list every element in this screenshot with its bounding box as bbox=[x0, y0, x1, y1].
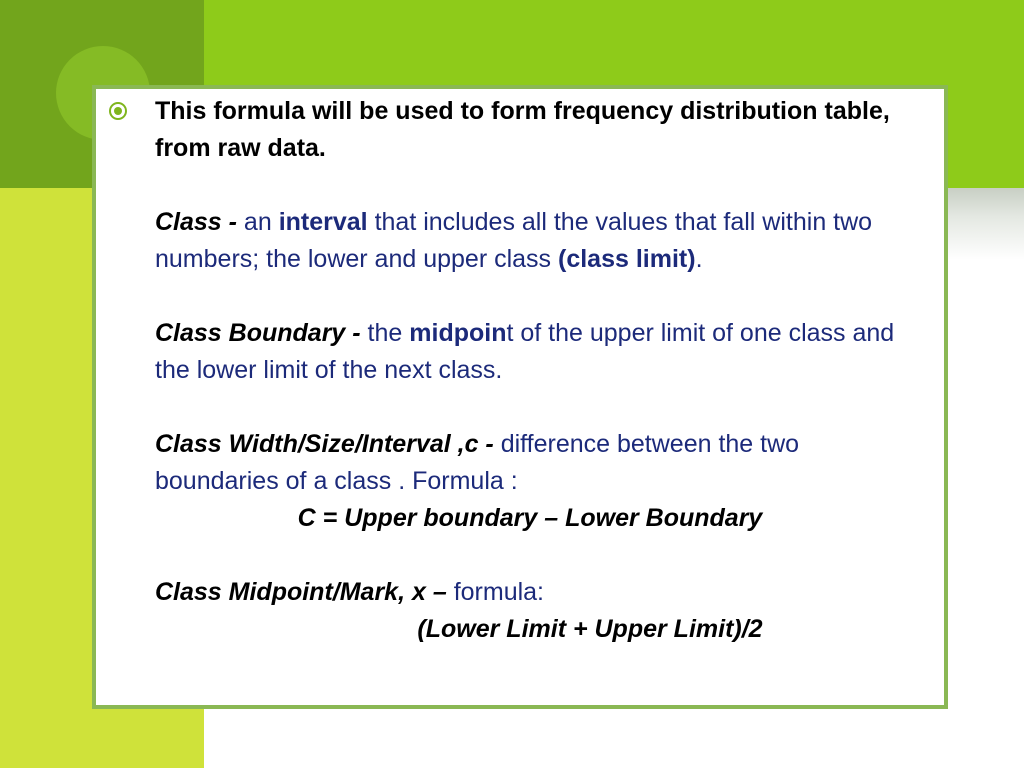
class-midpoint-formula: (Lower Limit + Upper Limit)/2 bbox=[417, 615, 763, 643]
content-box bbox=[92, 85, 948, 709]
class-width-term: Class Width/Size/Interval ,c - bbox=[155, 430, 494, 458]
class-midpoint-definition: Class Midpoint/Mark, x – formula: bbox=[155, 578, 545, 606]
class-boundary-term: Class Boundary - bbox=[155, 319, 361, 347]
class-width-definition: Class Width/Size/Interval ,c - difference between the two boundaries of a class . Formula : bbox=[155, 430, 800, 495]
class-limit-keyword: class limit bbox=[566, 245, 688, 273]
background-gradient-band bbox=[948, 188, 1024, 260]
class-boundary-definition: Class Boundary - the midpoint of the upper limit of one class and the lower limit of the next class. bbox=[155, 319, 895, 384]
class-definition: Class - an interval that includes all the values that fall within two numbers; the lower and upper class (class limit). bbox=[155, 208, 873, 273]
text-block bbox=[155, 93, 915, 648]
midpoint-keyword: midpoin bbox=[409, 319, 507, 347]
circle-bullet-icon bbox=[109, 102, 127, 120]
class-width-formula: C = Upper boundary – Lower Boundary bbox=[297, 504, 763, 532]
class-keyword: interval bbox=[278, 208, 368, 236]
class-midpoint-term: Class Midpoint/Mark, x – bbox=[155, 578, 447, 606]
intro-text: This formula will be used to form frequency distribution table, from raw data. bbox=[155, 97, 890, 162]
class-term: Class - bbox=[155, 208, 237, 236]
